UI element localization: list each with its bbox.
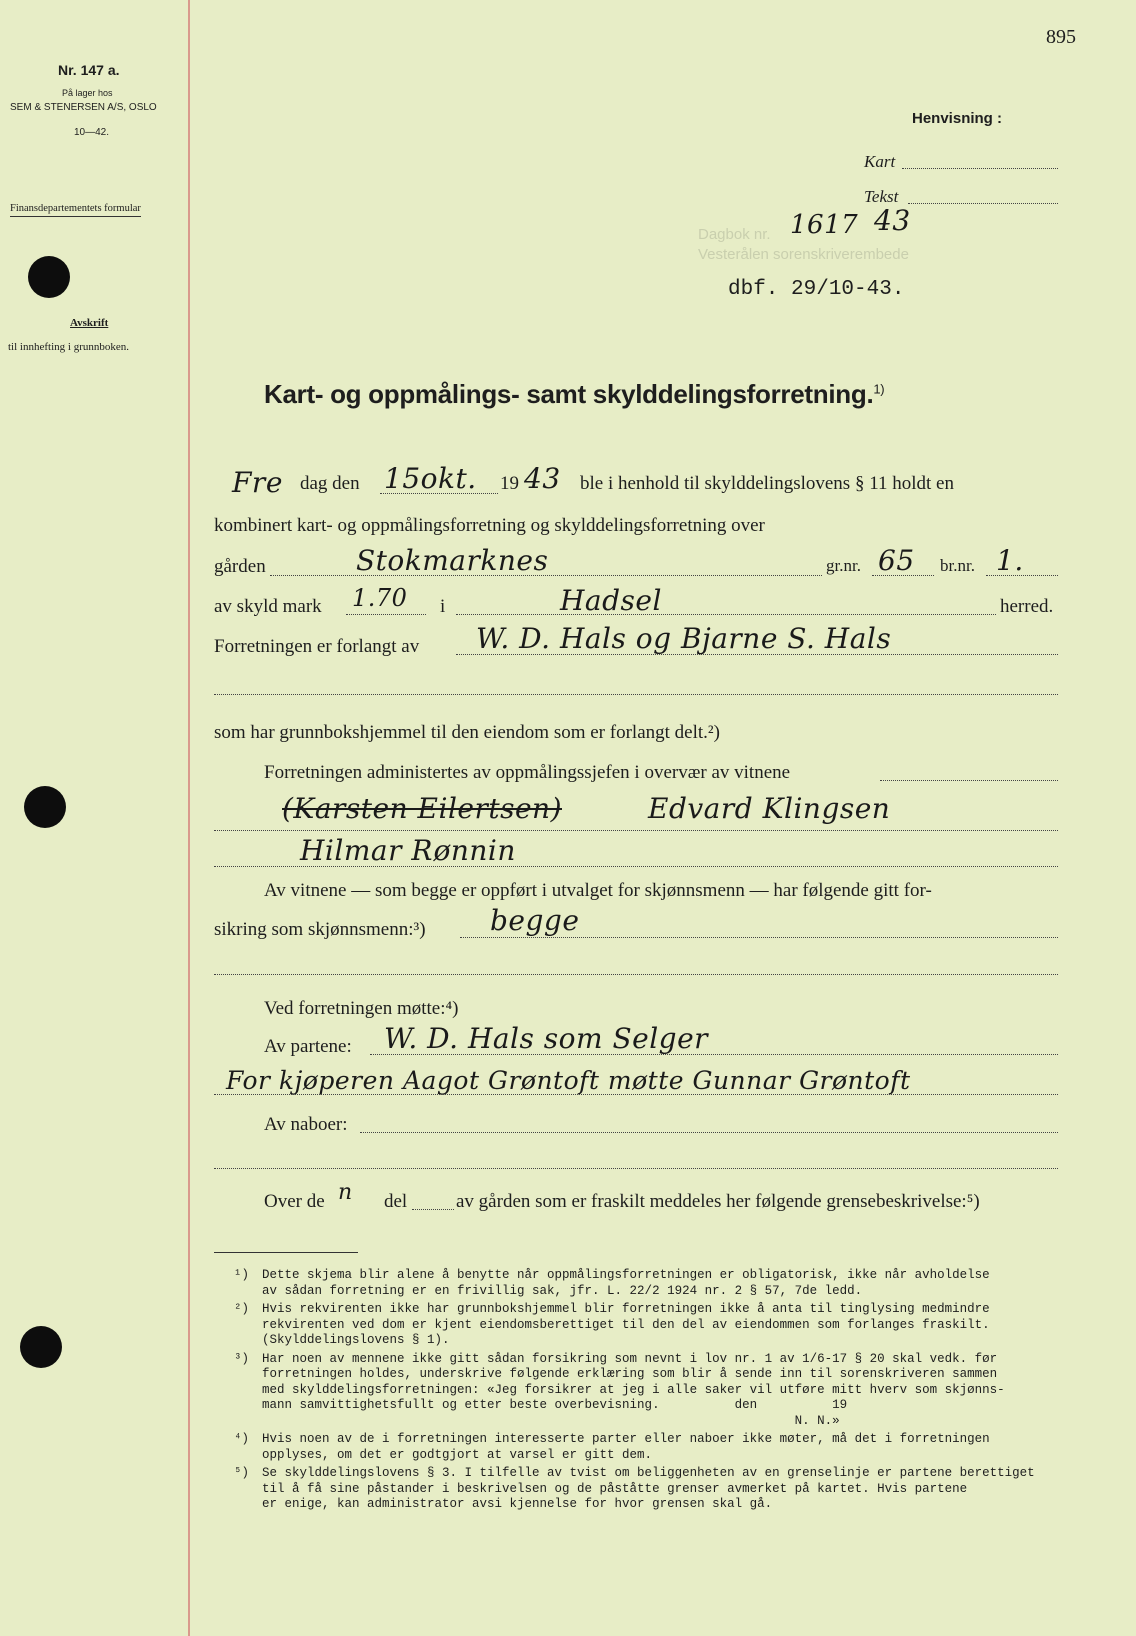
footnote-line: N. N.» <box>262 1413 840 1428</box>
diary-stamp-line-1: Dagbok nr. <box>698 226 771 243</box>
copy-label: Avskrift <box>70 317 109 329</box>
footnote-line: (Skylddelingslovens § 1). <box>262 1333 450 1347</box>
form-number: Nr. 147 a. <box>58 62 120 78</box>
buyer-line <box>214 1094 1058 1095</box>
copy-note: til innhefting i grunnboken. <box>8 341 129 353</box>
footnote-mark: ⁵) <box>234 1466 250 1480</box>
hand-fre: Fre <box>232 466 283 499</box>
printer-line-2: SEM & STENERSEN A/S, OSLO <box>10 102 157 113</box>
publisher: Finansdepartementets formular <box>10 202 141 217</box>
binder-hole-middle <box>24 786 66 828</box>
i-label: i <box>440 596 446 617</box>
document-title <box>264 379 884 410</box>
footnote-line: rekvirenten ved dom er kjent eiendomsberettiget til den del av eiendommen som forlanges fraskilt. <box>262 1317 990 1332</box>
tekst-line <box>908 203 1058 204</box>
diary-number: 1617 <box>790 210 859 240</box>
hand-herred: Hadsel <box>560 584 662 617</box>
neighbours-line <box>360 1132 1058 1133</box>
footnote-line: av sådan forretning er en frivillig sak, jfr. L. 22/2 1924 nr. 2 § 57, 7de ledd. <box>262 1283 863 1298</box>
herred-line <box>456 614 996 615</box>
printer-line-3: 10—42. <box>74 127 110 138</box>
footnote-line: opplyses, om det er godtgjort at varsel er gitt dem. <box>262 1447 653 1462</box>
hand-buyer: For kjøperen Aagot Grøntoft møtte Gunnar Grøntoft <box>226 1066 911 1095</box>
line5-pre: Forretningen er forlangt av <box>214 636 420 657</box>
line15-pre: Av partene: <box>264 1036 352 1057</box>
footnote-line: til å få sine påstander i beskrivelsen og de påståtte grenser avmerket på kartet. Hvis partene <box>262 1481 968 1496</box>
hand-struck-witness: (Karsten Eilertsen) <box>282 792 562 825</box>
line7: som har grunnbokshjemmel til den eiendom som er forlangt delt.²) <box>214 722 720 743</box>
blank-line-1 <box>214 694 1058 695</box>
footnote-line: forretningen holdes, underskrive følgende erklæring som blir å sende inn til sorenskriveren sammen <box>262 1367 998 1381</box>
line19-mid: del <box>384 1191 408 1212</box>
footnote-line: Hvis noen av de i forretningen interesserte parter eller naboer ikke møter, må det i forretningen <box>262 1432 990 1446</box>
footnote-5 <box>234 1466 1062 1513</box>
line17-pre: Av naboer: <box>264 1114 348 1135</box>
footnote-mark: ⁴) <box>234 1432 250 1446</box>
hand-date: 15okt. <box>384 462 477 495</box>
hand-year: 43 <box>524 462 561 495</box>
hand-brnr: 1. <box>996 544 1024 577</box>
hand-requester: W. D. Hals og Bjarne S. Hals <box>476 622 892 655</box>
binder-hole-bottom <box>20 1326 62 1368</box>
hand-parties: W. D. Hals som Selger <box>384 1022 709 1055</box>
hand-n: n <box>338 1180 353 1205</box>
line1-post: ble i henhold til skylddelingslovens § 11 holdt en <box>580 473 954 494</box>
footnote-line: med skylddelingsforretningen: «Jeg forsikrer at jeg i alle saker vil utføre mitt hverv som skjønns- <box>262 1382 1005 1397</box>
hand-assurance: begge <box>490 904 580 937</box>
hand-grnr: 65 <box>878 544 915 577</box>
date-line <box>380 493 498 494</box>
printer-line-1: På lager hos <box>62 88 113 98</box>
kart-line <box>902 168 1058 169</box>
title-note: 1) <box>873 381 885 397</box>
hand-farm: Stokmarknes <box>356 544 549 577</box>
margin-rule <box>188 0 190 1636</box>
tekst-label: Tekst <box>864 187 899 206</box>
footnote-line: Har noen av mennene ikke gitt sådan forsikring som nevnt i lov nr. 1 av 1/6-17 § 20 skal vedk. før <box>262 1351 998 1366</box>
brnr-label: br.nr. <box>940 556 975 575</box>
reference-label: Henvisning : <box>912 110 1003 127</box>
line19-post: av gården som er fraskilt meddeles her følgende grensebeskrivelse:⁵) <box>456 1191 980 1212</box>
footnote-3 <box>234 1351 1062 1430</box>
del-line <box>412 1209 454 1210</box>
skyld-line <box>346 614 426 615</box>
footnote-line: Se skylddelingslovens § 3. I tilfelle av tvist om beliggenheten av en grenselinje er partene berettiget <box>262 1466 1035 1480</box>
title-text: Kart- og oppmålings- samt skylddelingsforretning. <box>264 379 874 409</box>
footnote-rule <box>214 1252 358 1253</box>
line3-pre: gården <box>214 556 266 577</box>
footnotes <box>234 1268 1062 1513</box>
footnote-line: mann samvittighetsfullt og etter beste overbevisning. den 19 <box>262 1398 848 1412</box>
footnote-mark: ¹) <box>234 1268 250 1282</box>
binder-hole-top <box>28 256 70 298</box>
hand-witness-1: Edvard Klingsen <box>648 792 891 825</box>
dbf-stamp: dbf. 29/10-43. <box>728 278 905 301</box>
line8: Forretningen administertes av oppmålingssjefen i overvær av vitnene <box>264 762 791 783</box>
line11: Av vitnene — som begge er oppført i utvalget for skjønnsmenn — har følgende gitt for- <box>264 880 932 901</box>
line4-pre: av skyld mark <box>214 596 322 617</box>
footnote-1 <box>234 1268 1062 1299</box>
footnote-2 <box>234 1302 1062 1349</box>
footnote-line: er enige, kan administrator avsi kjennelse for hvor grensen skal gå. <box>262 1497 773 1511</box>
hand-skyld: 1.70 <box>352 584 408 612</box>
footnote-mark: ³) <box>234 1351 250 1366</box>
footnote-line: Dette skjema blir alene å benytte når oppmålingsforretningen er obligatorisk, ikke når avholdelse <box>262 1268 990 1282</box>
witness-line <box>880 780 1058 781</box>
line19-pre: Over de <box>264 1191 325 1212</box>
footnote-line: Hvis rekvirenten ikke har grunnbokshjemmel blir forretningen ikke å anta til tinglysing medmindre <box>262 1302 990 1316</box>
line2: kombinert kart- og oppmålingsforretning og skylddelingsforretning over <box>214 515 765 536</box>
line12-pre: sikring som skjønnsmenn:³) <box>214 919 426 940</box>
line14: Ved forretningen møtte:⁴) <box>264 998 459 1019</box>
witness-line-3 <box>214 866 1058 867</box>
kart-label: Kart <box>864 152 896 171</box>
blank-line-2 <box>214 974 1058 975</box>
grnr-label: gr.nr. <box>826 556 861 575</box>
diary-stamp-line-2: Vesterålen sorenskriverembede <box>698 246 909 263</box>
line4-post: herred. <box>1000 596 1054 617</box>
line1-pre: dag den <box>300 473 360 494</box>
page-number: 895 <box>1046 26 1076 48</box>
hand-witness-2: Hilmar Rønnin <box>300 834 516 867</box>
diary-year: 43 <box>874 204 911 237</box>
year-print: 19 <box>500 473 519 494</box>
footnote-mark: ²) <box>234 1302 250 1316</box>
assurance-line <box>460 937 1058 938</box>
blank-line-3 <box>214 1168 1058 1169</box>
witness-line-2 <box>214 830 1058 831</box>
footnote-4 <box>234 1432 1062 1463</box>
